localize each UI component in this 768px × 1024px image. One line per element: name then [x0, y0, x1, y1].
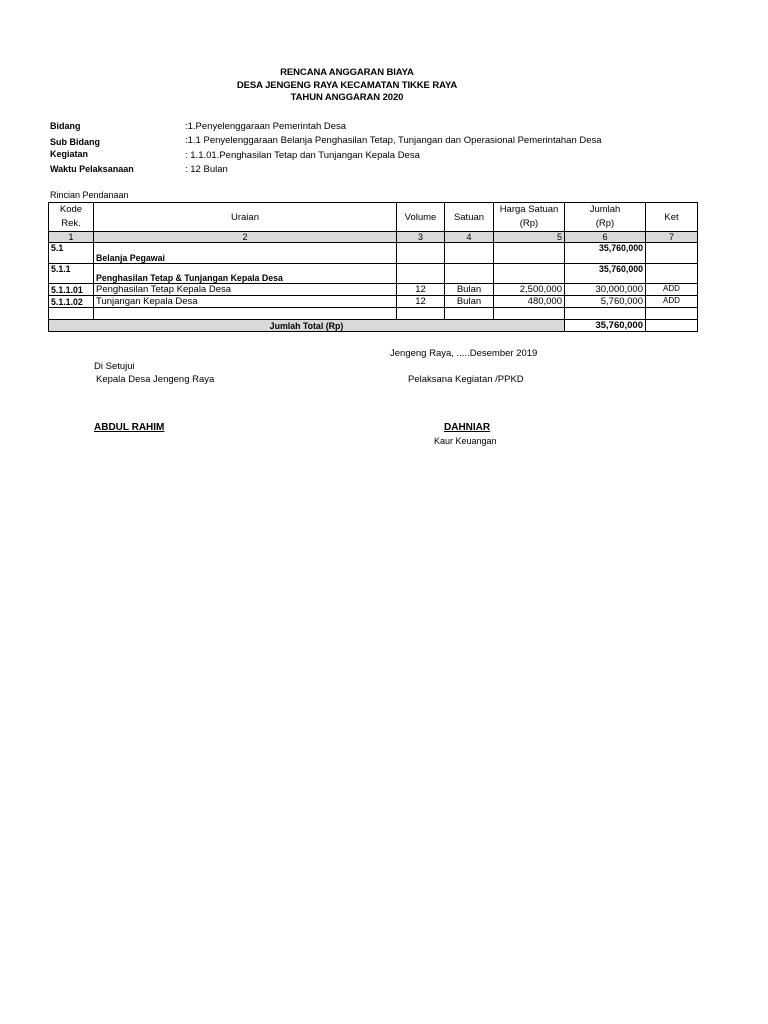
right-signer-name: DAHNIAR [444, 422, 491, 433]
header-kode [49, 203, 94, 232]
right-signer-title: Kaur Keuangan [434, 436, 497, 446]
colnum-6: 6 [565, 232, 646, 243]
right-signer-role: Pelaksana Kegiatan /PPKD [408, 374, 524, 385]
approved-label: Di Setujui [94, 361, 135, 372]
colnum-3: 3 [397, 232, 445, 243]
row-satuan [445, 264, 494, 284]
waktu-label: Waktu Pelaksanaan [50, 164, 134, 174]
table-caption: Rincian Pendanaan [50, 190, 129, 200]
header-jumlah-line2: (Rp) [595, 218, 615, 229]
table-row [49, 243, 698, 264]
row-uraian: Tunjangan Kepala Desa [94, 296, 397, 308]
colnum-4: 4 [445, 232, 494, 243]
header-harga [494, 203, 565, 232]
row-ket: ADD [646, 296, 698, 308]
header-kode-line2: Rek. [61, 218, 81, 229]
colnum-7: 7 [646, 232, 698, 243]
doc-title-line1: RENCANA ANGGARAN BIAYA [280, 67, 414, 78]
header-uraian: Uraian [94, 203, 397, 232]
row-jumlah: 30,000,000 [565, 284, 646, 296]
total-ket [646, 320, 698, 332]
header-jumlah-line1: Jumlah [589, 204, 621, 215]
row-uraian: Penghasilan Tetap & Tunjangan Kepala Desa [94, 264, 397, 284]
row-ket [646, 243, 698, 264]
row-uraian: Penghasilan Tetap Kepala Desa [94, 284, 397, 296]
empty-cell [397, 308, 445, 320]
colnum-2: 2 [94, 232, 397, 243]
empty-cell [445, 308, 494, 320]
kegiatan-label: Kegiatan [50, 149, 89, 159]
empty-cell [494, 308, 565, 320]
table-row [49, 296, 698, 308]
left-signer-role: Kepala Desa Jengeng Raya [96, 374, 215, 385]
row-jumlah: 35,760,000 [565, 264, 646, 284]
subbidang-label: Sub Bidang [50, 137, 100, 147]
row-volume: 12 [397, 296, 445, 308]
column-number-row [49, 232, 698, 243]
table-header-row [49, 203, 698, 232]
header-harga-line2: (Rp) [519, 218, 539, 229]
row-ket [646, 264, 698, 284]
waktu-value: : 12 Bulan [185, 164, 228, 175]
total-label: Jumlah Total (Rp) [49, 320, 565, 332]
total-row [49, 320, 698, 332]
doc-title-line2: DESA JENGENG RAYA KECAMATAN TIKKE RAYA [236, 80, 458, 91]
budget-table [48, 202, 698, 332]
colnum-5: 5 [494, 232, 565, 243]
header-kode-line1: Kode [59, 204, 83, 215]
bidang-value: :1.Penyelenggaraan Pemerintah Desa [185, 121, 347, 132]
left-signer-name: ABDUL RAHIM [94, 422, 165, 433]
row-ket: ADD [646, 284, 698, 296]
row-jumlah: 5,760,000 [565, 296, 646, 308]
total-value: 35,760,000 [565, 320, 646, 332]
row-jumlah: 35,760,000 [565, 243, 646, 264]
empty-cell [94, 308, 397, 320]
subbidang-value: :1.1 Penyelenggaraan Belanja Penghasilan Tetap, Tunjangan dan Operasional Pemerintahan Desa [185, 135, 602, 146]
row-volume [397, 264, 445, 284]
row-volume [397, 243, 445, 264]
row-volume: 12 [397, 284, 445, 296]
row-kode: 5.1.1.02 [49, 296, 94, 308]
empty-cell [646, 308, 698, 320]
bidang-label: Bidang [50, 121, 81, 131]
row-harga: 2,500,000 [494, 284, 565, 296]
table-row [49, 264, 698, 284]
row-kode: 5.1.1.01 [49, 284, 94, 296]
table-row [49, 284, 698, 296]
row-satuan: Bulan [445, 284, 494, 296]
row-kode: 5.1.1 [49, 264, 94, 284]
row-uraian: Belanja Pegawai [94, 243, 397, 264]
doc-title-line3: TAHUN ANGGARAN 2020 [290, 92, 404, 103]
empty-row [49, 308, 698, 320]
row-harga [494, 264, 565, 284]
header-jumlah [565, 203, 646, 232]
empty-cell [49, 308, 94, 320]
header-harga-line1: Harga Satuan [499, 204, 559, 215]
header-satuan: Satuan [445, 203, 494, 232]
colnum-1: 1 [49, 232, 94, 243]
row-harga [494, 243, 565, 264]
header-volume: Volume [397, 203, 445, 232]
row-satuan [445, 243, 494, 264]
kegiatan-value: : 1.1.01.Penghasilan Tetap dan Tunjangan Kepala Desa [185, 150, 420, 161]
row-harga: 480,000 [494, 296, 565, 308]
empty-cell [565, 308, 646, 320]
row-satuan: Bulan [445, 296, 494, 308]
place-date: Jengeng Raya, .....Desember 2019 [390, 348, 538, 359]
row-kode: 5.1 [49, 243, 94, 264]
header-ket: Ket [646, 203, 698, 232]
